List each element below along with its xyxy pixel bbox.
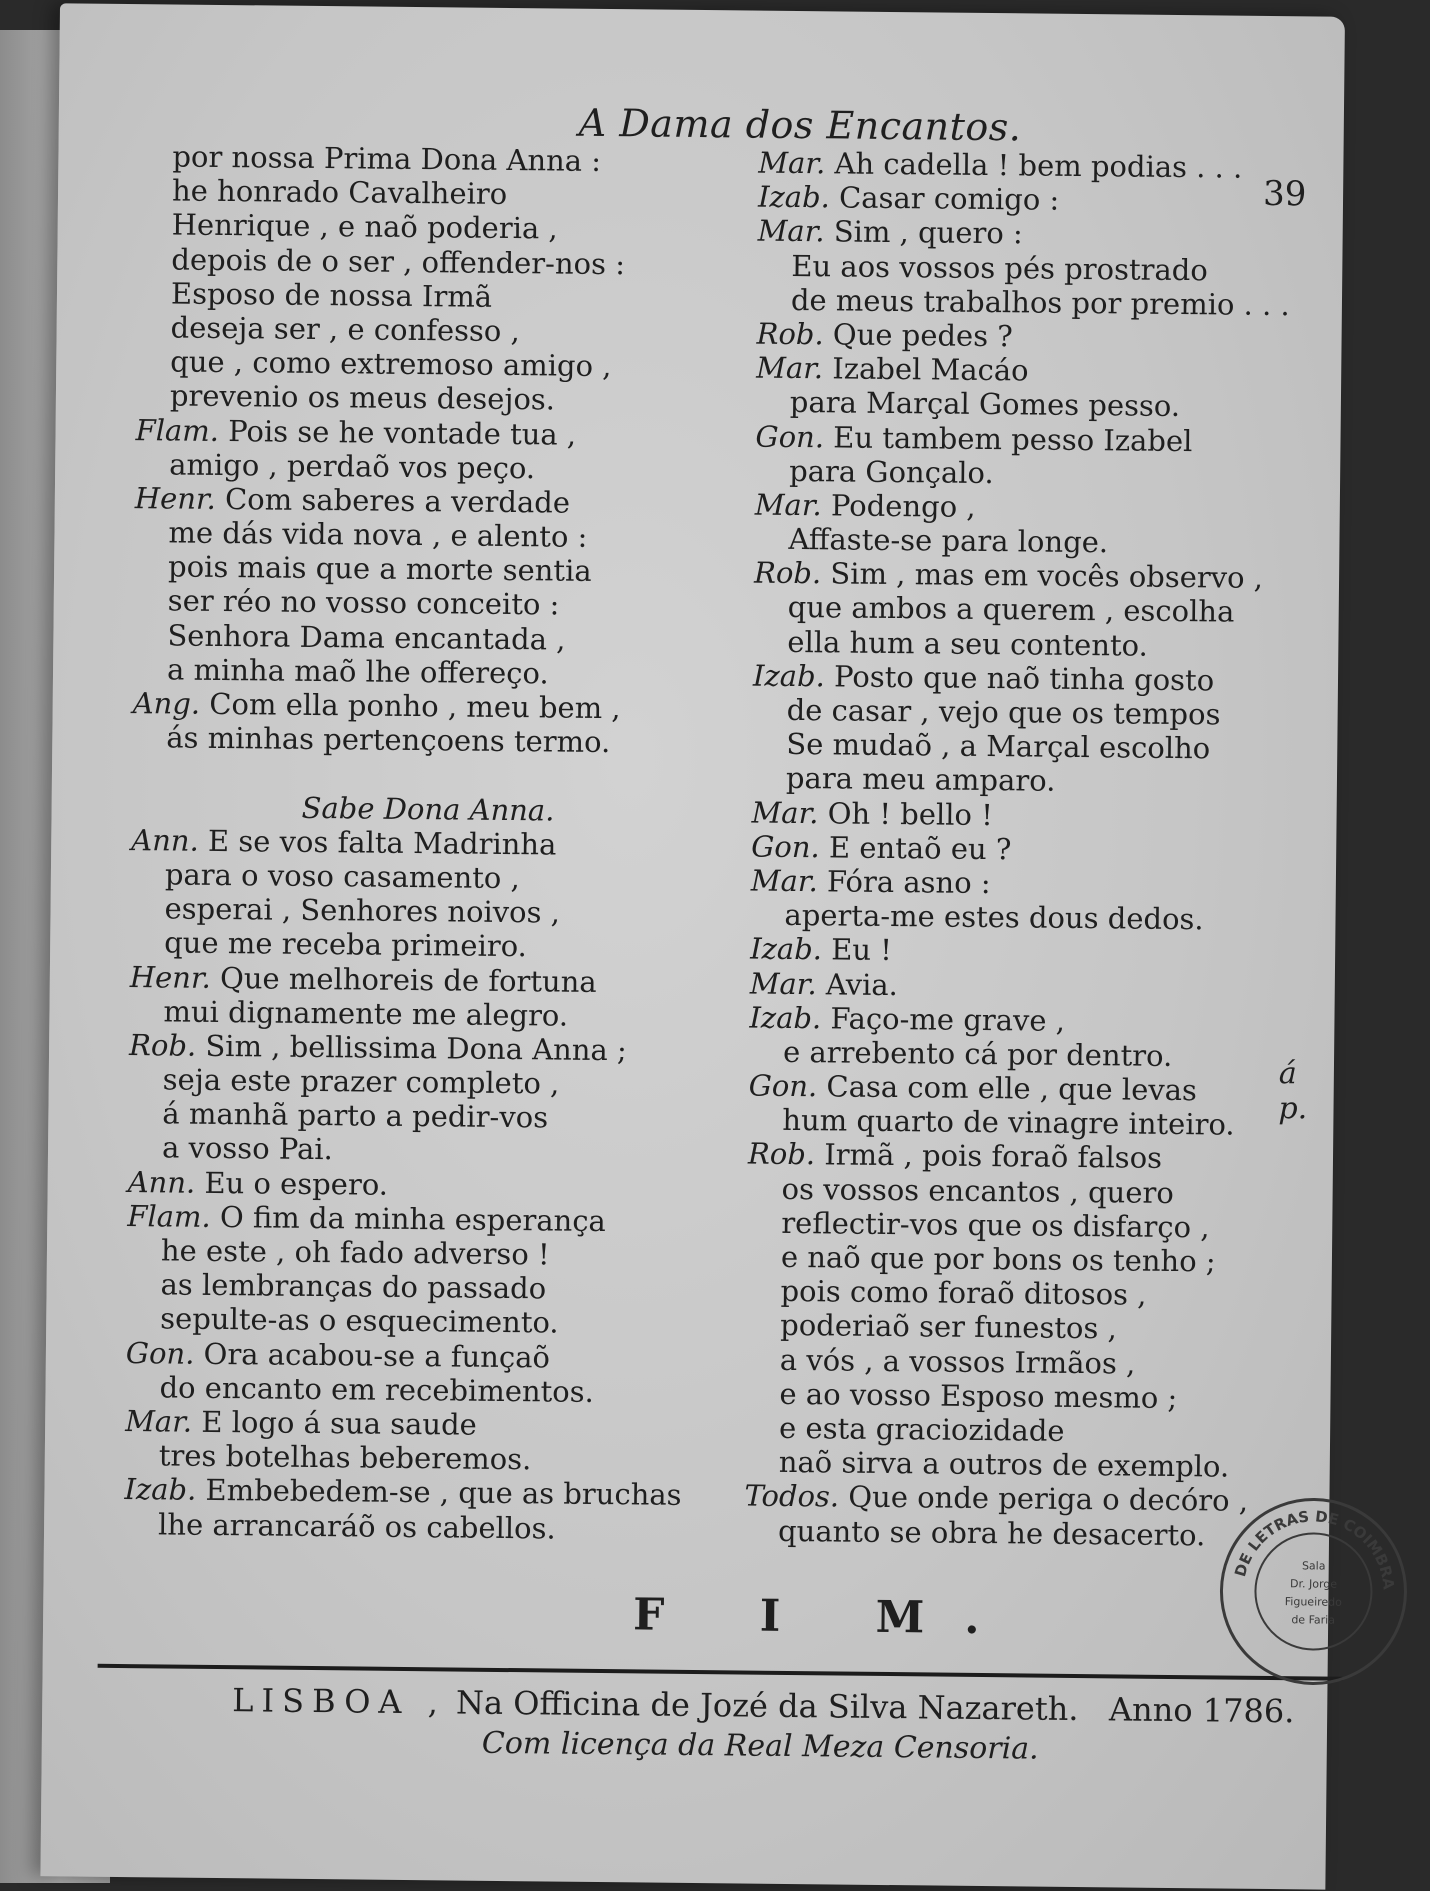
line-text: Irmã , pois foraõ falsos (824, 1137, 1163, 1176)
line-text: poderiaõ ser funestos , (780, 1308, 1117, 1346)
verse-line (758, 146, 1258, 185)
stamp-line: Sala (1301, 1559, 1326, 1573)
line-text: Sim , bellissima Dona Anna ; (205, 1028, 627, 1068)
line-text: a vós , a vossos Irmãos , (779, 1342, 1136, 1381)
verse-line (749, 1034, 1249, 1073)
speaker-label: Gon. (751, 829, 820, 865)
verse-line (126, 1336, 686, 1376)
line-text: Fóra asno : (826, 864, 991, 901)
verse-line (747, 1171, 1247, 1210)
verse-line (125, 1370, 685, 1410)
speaker-label: Izab. (757, 179, 831, 215)
verse-line (745, 1445, 1245, 1484)
footer-rule (98, 1664, 1343, 1681)
line-text: de casar , vejo que os tempos (786, 692, 1221, 732)
verse-line (135, 447, 695, 487)
speaker-label: Mar. (756, 350, 824, 386)
library-stamp (1212, 1490, 1414, 1692)
verse-line (138, 207, 698, 247)
verse-line (745, 1376, 1245, 1415)
line-text: Pois se he vontade tua , (228, 413, 577, 452)
line-text: ser réo no vosso conceito : (167, 583, 560, 622)
verse-line (755, 419, 1255, 458)
line-text: por nossa Prima Dona Anna : (172, 139, 602, 178)
verse-line (127, 1233, 687, 1273)
verse-line (750, 898, 1250, 937)
line-text: que me receba primeiro. (164, 925, 528, 964)
verse-line (125, 1404, 685, 1444)
line-text: Eu aos vossos pés prostrado (791, 248, 1209, 287)
speaker-label: Flam. (127, 1198, 211, 1234)
verse-line (135, 481, 695, 521)
line-text: esperai , Senhores noivos , (164, 891, 561, 930)
verse-line (124, 1472, 684, 1512)
line-text: Henrique , e naõ poderia , (171, 207, 558, 246)
speaker-label: Izab. (749, 1000, 822, 1035)
line-text: Posto que naõ tinha gosto (833, 659, 1215, 698)
fim-heading: F I M. (632, 1589, 1020, 1645)
speaker-label: Rob. (753, 555, 822, 591)
margin-note: á p. (1278, 1056, 1308, 1127)
verse-line (128, 1165, 688, 1205)
book-page (40, 3, 1398, 1889)
verse-line (746, 1274, 1246, 1313)
line-text: para Marçal Gomes pesso. (789, 385, 1181, 424)
verse-line (754, 590, 1254, 629)
line-text: Que pedes ? (832, 317, 1014, 354)
line-text: e arrebento cá por dentro. (782, 1034, 1173, 1073)
speaker-label: Todos. (744, 1478, 840, 1514)
verse-line (752, 693, 1252, 732)
verse-line (134, 549, 694, 589)
verse-line (751, 863, 1251, 902)
imprint-printer: Na Officina de Jozé da Silva Nazareth. (455, 1683, 1079, 1729)
verse-line (749, 1000, 1249, 1039)
line-text: E logo á sua saude (201, 1404, 477, 1442)
verse-line (129, 1062, 689, 1102)
verse-line (131, 823, 691, 863)
stamp-line: Dr. Jorge (1289, 1577, 1338, 1591)
verse-line (134, 584, 694, 624)
verse-line (132, 754, 692, 794)
verse-line (748, 1137, 1248, 1176)
line-text: que , como extremoso amigo , (170, 344, 612, 384)
line-text: Com ella ponho , meu bem , (209, 686, 621, 726)
verse-line (133, 686, 693, 726)
speaker-label: Izab. (752, 658, 826, 694)
line-text: reflectir-vos que os disfarço , (781, 1205, 1210, 1245)
verse-line (138, 173, 698, 213)
verse-line (752, 761, 1252, 800)
verse-line (751, 829, 1251, 868)
line-text: naõ sirva a outros de exemplo. (778, 1445, 1230, 1484)
verse-line (127, 1199, 687, 1239)
line-text: he este , oh fado adverso ! (160, 1233, 550, 1272)
line-text: ás minhas pertençoens termo. (166, 720, 611, 760)
line-text: para o voso casamento , (164, 857, 520, 896)
speaker-label: Gon. (748, 1068, 818, 1104)
verse-line (758, 180, 1258, 219)
line-text: Casa com elle , que levas (826, 1069, 1198, 1108)
verse-line (752, 727, 1252, 766)
line-text: Eu ! (831, 932, 893, 968)
speaker-label: Mar. (757, 213, 825, 249)
line-text: Embebedem-se , que as bruchas (205, 1473, 682, 1513)
line-text: pois como foraõ ditosos , (780, 1274, 1147, 1312)
line-text: Senhora Dama encantada , (167, 618, 566, 657)
verse-line (137, 276, 697, 316)
verse-line (755, 453, 1255, 492)
line-text: seja este prazer completo , (162, 1062, 560, 1101)
line-text: lhe arrancaráõ os cabellos. (157, 1506, 556, 1546)
verse-line (133, 618, 693, 658)
verse-line (137, 242, 697, 282)
speaker-label: Izab. (749, 931, 823, 967)
verse-line (135, 413, 695, 453)
speaker-label: Ann. (127, 1164, 196, 1200)
speaker-label: Gon. (125, 1335, 195, 1371)
stamp-line: Figueiredo (1284, 1595, 1342, 1609)
verse-line (134, 515, 694, 555)
speaker-label: Izab. (124, 1472, 197, 1508)
speaker-label: Ang. (132, 686, 201, 721)
verse-line (748, 1103, 1248, 1142)
stage-direction (131, 789, 691, 829)
speaker-label: Mar. (125, 1403, 193, 1439)
verse-line (750, 932, 1250, 971)
verse-line (750, 966, 1250, 1005)
verse-line (132, 720, 692, 760)
line-text: tres botelhas beberemos. (158, 1438, 532, 1477)
verse-line (746, 1342, 1246, 1381)
verse-line (124, 1507, 684, 1547)
line-text: O fim da minha esperança (219, 1199, 607, 1238)
line-text: aperta-me estes dous dedos. (784, 898, 1204, 937)
line-text: me dás vida nova , e alento : (168, 515, 588, 554)
verse-line (138, 139, 698, 179)
line-text: Oh ! bello ! (827, 795, 994, 832)
verse-line (749, 1069, 1249, 1108)
verse-line (757, 248, 1257, 287)
line-text: Esposo de nossa Irmã (170, 276, 493, 314)
speaker-label: Henr. (134, 480, 217, 516)
verse-line (128, 1096, 688, 1136)
line-text: Izabel Macáo (832, 351, 1029, 388)
line-text: E entaõ eu ? (828, 830, 1012, 867)
line-text: a vosso Pai. (161, 1130, 334, 1167)
line-text: Que onde periga o decóro , (848, 1479, 1249, 1519)
verse-line (129, 1028, 689, 1068)
line-text: Affaste-se para longe. (788, 521, 1109, 560)
line-text: Que melhoreis de fortuna (219, 960, 597, 999)
verse-line (131, 857, 691, 897)
line-text: as lembranças do passado (160, 1267, 547, 1306)
line-text: he honrado Cavalheiro (171, 173, 508, 212)
line-text: Sabe Dona Anna. (301, 790, 555, 828)
line-text: depois de o ser , offender-nos : (171, 242, 626, 281)
line-text: para Gonçalo. (789, 453, 994, 490)
stamp-line: de Faria (1291, 1613, 1336, 1627)
line-text: hum quarto de vinagre inteiro. (782, 1103, 1235, 1142)
speaker-label: Gon. (755, 419, 825, 454)
verse-line (755, 487, 1255, 526)
line-text: ella hum a seu contento. (787, 624, 1148, 663)
verse-line (745, 1410, 1245, 1449)
line-text: que ambos a querem , escolha (787, 590, 1235, 630)
line-text: E se vos falta Madrinha (207, 823, 557, 862)
verse-line (753, 555, 1264, 596)
verse-line (756, 317, 1256, 356)
verse-line (747, 1205, 1247, 1244)
line-text: quanto se obra he desacerto. (777, 1513, 1206, 1552)
speaker-label: Ann. (131, 822, 199, 858)
verse-line (754, 522, 1254, 561)
verse-line (757, 282, 1290, 322)
line-text: mui dignamente me alegro. (163, 994, 569, 1033)
imprint (232, 1681, 1294, 1730)
speaker-label: Mar. (751, 795, 819, 830)
line-text: de meus trabalhos por premio . . . (790, 282, 1290, 322)
line-text: pois mais que a morte sentia (167, 549, 592, 589)
line-text: Casar comigo : (838, 180, 1060, 217)
line-text: os vossos encantos , quero (781, 1171, 1174, 1210)
verse-line (753, 658, 1253, 697)
verse-line (136, 310, 696, 350)
verse-line (744, 1478, 1249, 1519)
line-text: Sim , quero : (833, 214, 1023, 251)
verse-line (130, 891, 690, 931)
line-text: Eu o espero. (204, 1165, 389, 1202)
verse-line (128, 1130, 688, 1170)
speaker-label: Rob. (747, 1136, 816, 1172)
speaker-label: Henr. (129, 959, 212, 995)
verse-line (744, 1513, 1244, 1552)
line-text: Sim , mas em vocês observo , (830, 556, 1264, 596)
verse-line (125, 1438, 685, 1478)
line-text: á manhã parto a pedir-vos (162, 1096, 549, 1135)
line-text: prevenio os meus desejos. (169, 378, 556, 417)
verse-line (136, 344, 696, 384)
line-text: Ah cadella ! bem podias . . . (834, 146, 1243, 185)
verse-line (756, 351, 1256, 390)
verse-line (130, 925, 690, 965)
verse-line (129, 994, 689, 1034)
speaker-label: Rob. (756, 316, 824, 352)
page-number: 39 (1262, 173, 1307, 215)
running-head: A Dama dos Encantos. (578, 100, 1022, 150)
verse-line (756, 385, 1256, 424)
verse-line (126, 1301, 686, 1341)
line-text: Eu tambem pesso Izabel (833, 419, 1193, 458)
line-text: para meu amparo. (785, 761, 1056, 799)
speaker-label: Mar. (749, 966, 817, 1001)
line-text: e naõ que por bons os tenho ; (780, 1239, 1216, 1279)
line-text: do encanto em recebimentos. (159, 1370, 595, 1409)
verse-line (751, 795, 1251, 834)
stamp-arc-text: DE LETRAS DE COIMBRA (1231, 1507, 1398, 1591)
verse-line (758, 214, 1258, 253)
imprint-year: Anno 1786. (1108, 1690, 1295, 1731)
line-text: Podengo , (830, 488, 976, 524)
speaker-label: Mar. (754, 487, 822, 523)
line-text: Avia. (825, 966, 899, 1002)
line-text: Com saberes a verdade (224, 481, 571, 520)
line-text: amigo , perdaõ vos peço. (169, 447, 536, 485)
imprint-city: LISBOA , (232, 1681, 447, 1722)
verse-line (747, 1240, 1247, 1279)
speaker-label: Rob. (128, 1027, 197, 1063)
verse-line (746, 1308, 1246, 1347)
licence-line: Com licença da Real Meza Censoria. (481, 1725, 1039, 1767)
speaker-label: Flam. (135, 412, 220, 448)
line-text: Faço-me grave , (830, 1001, 1066, 1038)
verse-line (130, 960, 690, 1000)
left-column (124, 139, 699, 1546)
verse-line (133, 652, 693, 692)
line-text: Se mudaõ , a Marçal escolho (786, 727, 1211, 766)
verse-line (136, 378, 696, 418)
line-text: a minha maõ lhe offereço. (166, 652, 549, 691)
line-text: e esta graciozidade (778, 1410, 1065, 1448)
verse-line (753, 624, 1253, 663)
speaker-label: Mar. (750, 863, 818, 899)
verse-line (126, 1267, 686, 1307)
line-text: sepulte-as o esquecimento. (160, 1301, 559, 1340)
line-text: deseja ser , e confesso , (170, 310, 520, 349)
line-text: e ao vosso Esposo mesmo ; (779, 1376, 1178, 1415)
speaker-label: Mar. (758, 145, 826, 181)
line-text: Ora acabou-se a funçaõ (203, 1336, 551, 1375)
